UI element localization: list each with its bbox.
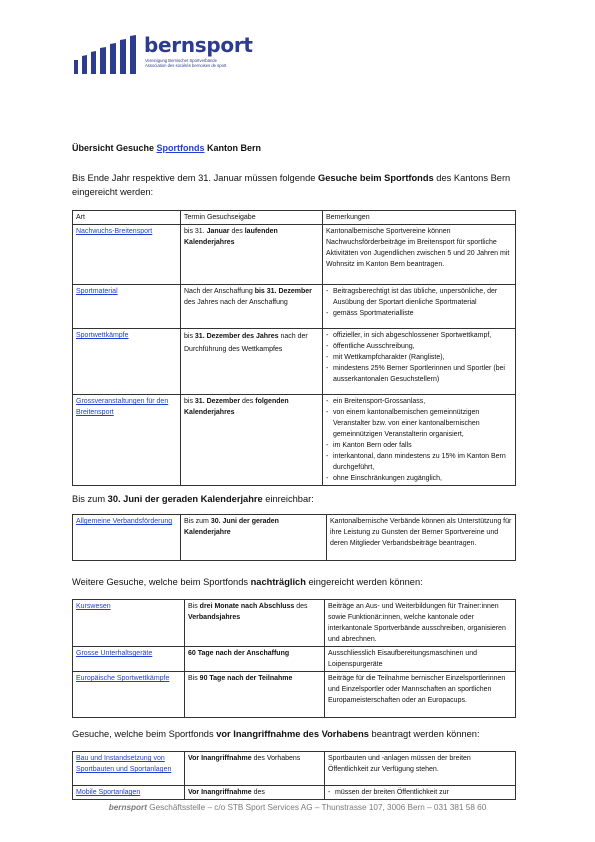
deadline-cell: Bis 90 Tage nach der Teilnahme [185, 672, 325, 718]
remark-cell: Beiträge für die Teilnahme bernischer Einzelsportlerinnen und Einzelsportler oder Mannschaften an sportlichen Europameisterschaften oder an Europacups. [325, 672, 516, 718]
list-item: - gemäss Sportmaterialliste [326, 308, 512, 319]
list-item: - mit Wettkampfcharakter (Rangliste), [326, 352, 512, 363]
table-row [73, 647, 516, 672]
deadline-cell: bis 31. Dezember des Jahres nach der Durchführung des Wettkampfes [181, 329, 323, 395]
logo-wordmark: bernsport [144, 33, 253, 57]
list-item: - müssen der breiten Öffentlichkeit zur [328, 787, 512, 798]
list-item: - im Kanton Bern oder falls [326, 440, 512, 451]
link-kurswesen[interactable]: Kurswesen [76, 603, 111, 610]
link-mobile-sportanlagen[interactable]: Mobile Sportanlagen [76, 789, 141, 796]
table-row [73, 515, 516, 561]
table-row [73, 285, 516, 329]
deadline-cell: Vor Inangriffnahme des Vorhabens [185, 752, 325, 786]
deadline-table-nachtraeglich [72, 599, 516, 718]
deadline-table-vor-inangriffnahme [72, 751, 516, 800]
intro-paragraph: Bis Ende Jahr respektive dem 31. Januar müssen folgende Gesuche beim Sportfonds des Kantons Bern eingereicht werden: [72, 173, 511, 197]
deadline-cell: Vor Inangriffnahme des [185, 786, 325, 800]
deadline-cell: Nach der Anschaffung bis 31. Dezember des Jahres nach der Anschaffung [181, 285, 323, 329]
deadline-cell: Bis zum 30. Juni der geraden Kalenderjahre [181, 515, 327, 561]
remark-cell: Sportbauten und -anlagen müssen der breiten Öffentlichkeit zur Verfügung stehen. [325, 752, 516, 786]
section-paragraph-nachtraeglich: Weitere Gesuche, welche beim Sportfonds nachträglich eingereicht werden können: [72, 577, 423, 587]
remark-cell: Ausschliesslich Eisaufbereitungsmaschinen und Loipenspurgeräte [325, 647, 516, 672]
table-row [73, 672, 516, 718]
table-row [73, 752, 516, 786]
sportfonds-link[interactable]: Sportfonds [156, 143, 205, 153]
column-header: Bemerkungen [323, 211, 516, 225]
deadline-cell: Bis drei Monate nach Abschluss des Verbandsjahres [185, 600, 325, 647]
logo-subtitle: Vereinigung Bernischer Sportverbände Association des sociétés bernoises de sport [145, 58, 227, 68]
column-header: Termin Gesuchseigabe [181, 211, 323, 225]
link-sportwettkaempfe[interactable]: Sportwettkämpfe [76, 332, 129, 339]
list-item: - ohne Einschränkungen zugänglich, [326, 473, 512, 484]
deadline-table-30-juni [72, 514, 516, 561]
remark-cell: Kantonalbernische Verbände können als Unterstützung für ihre Leistung zu Gunsten der Berner Sportvereine und deren Mitglieder Verbandsbeiträge beantragen. [327, 515, 516, 561]
link-nachwuchs-breitensport[interactable]: Nachwuchs-Breitensport [76, 228, 153, 235]
link-grosse-unterhaltsgeraete[interactable]: Grosse Unterhaltsgeräte [76, 650, 153, 657]
list-item: - offizieller, in sich abgeschlossener Sportwettkampf, [326, 330, 512, 341]
remark-cell: Beiträge an Aus- und Weiterbildungen für Trainer:innen sowie Funktionär:innen, welche kantonale oder interkantonale Sportverbände ausschreiben, organisieren und abrechnen. [325, 600, 516, 647]
link-europaeische-sportwettkaempfe[interactable]: Europäische Sportwettkämpfe [76, 675, 170, 682]
section-paragraph-30-juni: Bis zum 30. Juni der geraden Kalenderjahre einreichbar: [72, 494, 314, 504]
page-footer: bernsport Geschäftsstelle – c/o STB Sport Services AG – Thunstrasse 107, 3006 Bern – 031 381 58 60 [108, 803, 487, 812]
deadline-cell: bis 31. Dezember des folgenden Kalenderjahres [181, 395, 323, 486]
list-item: - interkantonal, dann mindestens zu 15% im Kanton Bern durchgeführt, [326, 451, 512, 473]
deadline-table-31-jan [72, 210, 516, 486]
deadline-cell: bis 31. Januar des laufenden Kalenderjahres [181, 225, 323, 285]
section-paragraph-vor-inangriffnahme: Gesuche, welche beim Sportfonds vor Inangriffnahme des Vorhabens beantragt werden können: [72, 729, 480, 739]
table-row [73, 786, 516, 800]
remark-cell [325, 786, 516, 800]
table-header-row [73, 211, 516, 225]
page-title: Übersicht Gesuche Sportfonds Kanton Bern [72, 143, 262, 153]
list-item: - ein Breitensport-Grossanlass, [326, 396, 512, 407]
list-item: - öffentliche Ausschreibung, [326, 341, 512, 352]
column-header: Art [73, 211, 181, 225]
deadline-cell: 60 Tage nach der Anschaffung [185, 647, 325, 672]
list-item: - Beitragsberechtigt ist das übliche, unpersönliche, der Ausübung der Sportart dienliche Sportmaterial [326, 286, 512, 308]
link-grossveranstaltungen[interactable]: Grossveranstaltungen für den Breitensport [76, 398, 169, 416]
link-allgemeine-verbandsfoerderung[interactable]: Allgemeine Verbandsförderung [76, 518, 173, 525]
remark-cell [323, 395, 516, 486]
list-item: - von einem kantonalbernischen gemeinnützigen Veranstalter bzw. von einer kantonalbernischen gemeinnützigen Veranstalterin organisiert, [326, 407, 512, 440]
remark-cell [323, 285, 516, 329]
list-item: - mindestens 25% Berner Sportlerinnen und Sportler (bei ausserkantonalen Gesuchstellern) [326, 363, 512, 385]
link-sportmaterial[interactable]: Sportmaterial [76, 288, 118, 295]
remark-cell [323, 329, 516, 395]
link-bau-instandsetzung[interactable]: Bau und Instandsetzung von Sportbauten und Sportanlagen [76, 755, 172, 773]
table-row [73, 225, 516, 285]
remark-cell: Kantonalbernische Sportvereine können Nachwuchsförderbeiträge im Breitensport für sportliche Aktivitäten von Jugendlichen zwischen 5 und 20 Jahren mit Wohnsitz im Kanton Bern beantragen. [323, 225, 516, 285]
table-row [73, 600, 516, 647]
table-row [73, 329, 516, 395]
table-row [73, 395, 516, 486]
